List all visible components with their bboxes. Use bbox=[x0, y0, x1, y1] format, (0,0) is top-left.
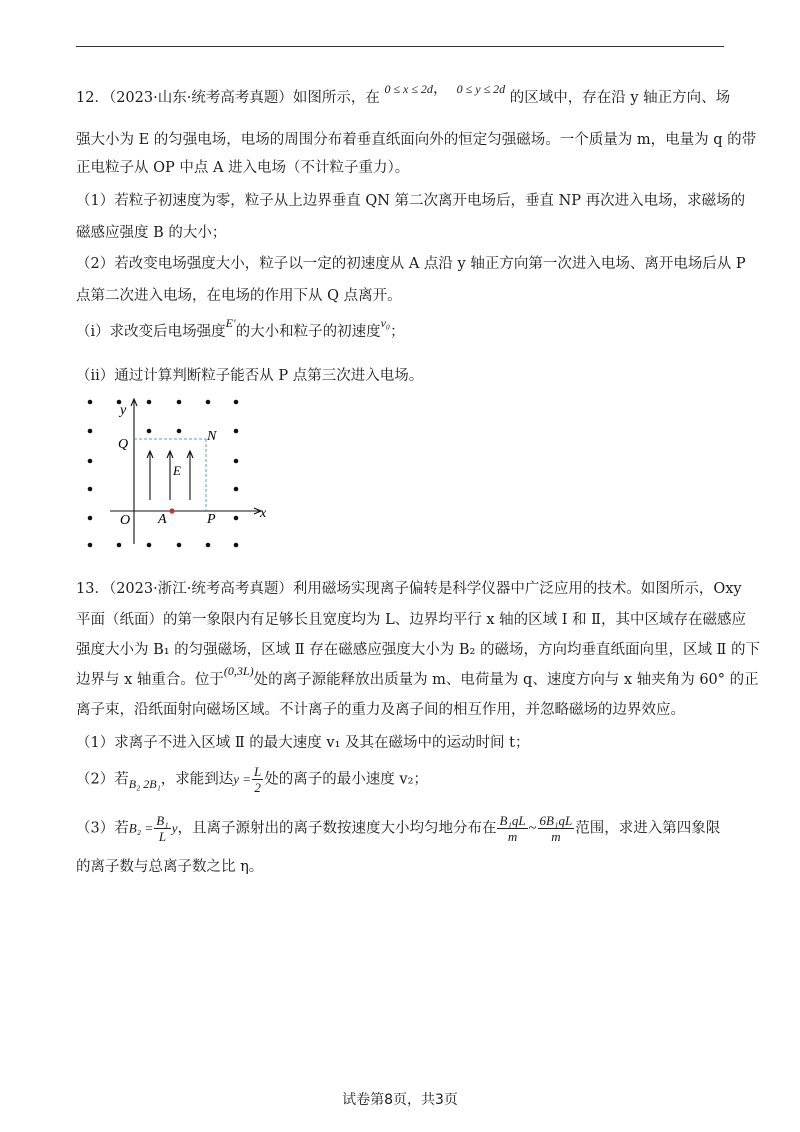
electric-field-arrows bbox=[147, 451, 193, 500]
q13-p2-text-b: ，求能到达 bbox=[160, 771, 234, 788]
q12-pi-text-a: （i）求改变后电场强度 bbox=[76, 324, 226, 340]
q13-p3-fraction-1 bbox=[154, 813, 170, 844]
q13-p3-B: B₂ = bbox=[128, 820, 154, 836]
q13-source-coord: (0,3L) bbox=[223, 664, 254, 678]
q13-p3-den2: m bbox=[507, 829, 518, 844]
q13-line-4 bbox=[76, 664, 759, 690]
q12-field-diagram bbox=[82, 392, 282, 562]
q13-source: （2023·浙江·统考高考真题） bbox=[108, 581, 293, 597]
q12-text-1a: 如图所示，在 bbox=[292, 90, 380, 106]
label-P: P bbox=[207, 512, 216, 527]
q13-line-2: 平面（纸面）的第一象限内有足够长且宽度均为 L、边界均平行 x 轴的区域 Ⅰ 和 Ⅱ，其中区域存在磁感应 bbox=[76, 612, 747, 628]
page-footer: 试卷第8页，共3页 bbox=[342, 1092, 458, 1108]
q13-p3-num1: B₁ bbox=[156, 813, 169, 828]
q13-line-3: 强度大小为 B₁ 的匀强磁场，区域 Ⅱ 存在磁感应强度大小为 B₂ 的磁场，方向均垂直纸面向里，区域 Ⅱ 的下 bbox=[76, 642, 761, 658]
q13-p3-text-a: （3）若 bbox=[76, 820, 129, 837]
q13-part1: （1）求离子不进入区域 Ⅱ 的最大速度 v₁ 及其在磁场中的运动时间 t； bbox=[76, 735, 530, 751]
q12-line-3: 正电粒子从 OP 中点 A 进入电场（不计粒子重力）。 bbox=[76, 160, 410, 176]
q13-p3-y: y bbox=[171, 820, 178, 836]
q12-cond-x: 0 ≤ x ≤ 2d bbox=[384, 82, 433, 96]
q12-line-1 bbox=[76, 81, 731, 108]
q13-p3-tilde: ~ bbox=[528, 820, 537, 837]
q12-cond-y: 0 ≤ y ≤ 2d bbox=[456, 82, 506, 96]
header-rule bbox=[76, 46, 724, 47]
q13-p3-num2: B₁qL bbox=[499, 813, 526, 828]
q13-p2-text-a: （2）若 bbox=[76, 771, 129, 788]
q13-p3-text-b: ，且离子源射出的离子数按速度大小均匀地分布在 bbox=[177, 820, 497, 837]
q12-pi-text-c: ； bbox=[390, 324, 405, 340]
q12-part2-line-a: （2）若改变电场强度大小，粒子以一定的初速度从 A 点沿 y 轴正方向第一次进入电场、离开电场后从 P bbox=[76, 256, 746, 272]
axes bbox=[110, 399, 261, 544]
q13-p2-fraction bbox=[252, 764, 263, 795]
q13-number: 13． bbox=[76, 581, 109, 597]
q13-text-4a: 边界与 x 轴重合。位于 bbox=[76, 672, 224, 688]
q13-p3-text-c: 范围，求进入第四象限 bbox=[575, 820, 721, 837]
q13-line-5: 离子束，沿纸面射向磁场区域。不计离子的重力及离子间的相互作用，并忽略磁场的边界效应。 bbox=[76, 702, 685, 718]
q13-p2-text-c: 处的离子的最小速度 v₂； bbox=[264, 771, 428, 788]
label-N: N bbox=[207, 429, 217, 444]
q13-p2-y: y = bbox=[233, 771, 252, 787]
q13-part2 bbox=[76, 764, 428, 795]
q12-source: （2023·山东·统考高考真题） bbox=[108, 90, 293, 106]
q13-p2-numerator: L bbox=[254, 764, 262, 779]
q12-comma: ， bbox=[432, 81, 448, 97]
q12-part1-line-b: 磁感应强度 B 的大小； bbox=[76, 225, 227, 241]
q12-pi-v0: v₀ bbox=[380, 316, 391, 330]
q12-number: 12． bbox=[76, 90, 109, 106]
q12-part-i bbox=[76, 316, 405, 342]
q13-part3 bbox=[76, 813, 720, 844]
q12-part1-line-a: （1）若粒子初速度为零，粒子从上边界垂直 QN 第二次离开电场后，垂直 NP 再次进入电场，求磁场的 bbox=[76, 193, 746, 209]
q13-p3-fraction-3 bbox=[538, 813, 575, 844]
q13-p3-den1: L bbox=[158, 829, 167, 844]
point-A-marker bbox=[169, 508, 174, 513]
q12-text-1b: 的区域中，存在沿 y 轴正方向、场 bbox=[509, 90, 731, 106]
q13-text-1: 利用磁场实现离子偏转是科学仪器中广泛应用的技术。如图所示，Oxy bbox=[292, 581, 742, 597]
q12-part-ii: （ii）通过计算判断粒子能否从 P 点第三次进入电场。 bbox=[76, 368, 424, 384]
q12-line-2: 强大小为 E 的匀强电场，电场的周围分布着垂直纸面向外的恒定匀强磁场。一个质量为 m，电量为 q 的带 bbox=[76, 132, 757, 148]
q13-part3-line-b: 的离子数与总离子数之比 η。 bbox=[76, 859, 264, 875]
q13-p3-den3: m bbox=[551, 829, 561, 844]
q13-p3-fraction-2 bbox=[497, 813, 527, 844]
label-E: E bbox=[173, 463, 181, 478]
label-O: O bbox=[120, 513, 131, 528]
label-A: A bbox=[158, 512, 167, 527]
label-Q: Q bbox=[118, 437, 129, 452]
q12-part2-line-b: 点第二次进入电场，在电场的作用下从 Q 点离开。 bbox=[76, 288, 402, 304]
q13-p2-B: B₂ 2B₁ bbox=[128, 776, 161, 791]
q13-line-1 bbox=[76, 579, 742, 599]
q12-pi-text-b: 的大小和粒子的初速度 bbox=[235, 324, 381, 340]
q12-pi-E: E′ bbox=[225, 316, 236, 330]
q13-p3-num3: 6B₁qL bbox=[539, 813, 573, 828]
label-x-axis: x bbox=[260, 506, 267, 521]
q13-p2-denominator: 2 bbox=[254, 780, 261, 795]
label-y-axis: y bbox=[120, 403, 127, 418]
q13-text-4b: 处的离子源能释放出质量为 m、电荷量为 q、速度方向与 x 轴夹角为 60° 的正 bbox=[253, 672, 759, 688]
